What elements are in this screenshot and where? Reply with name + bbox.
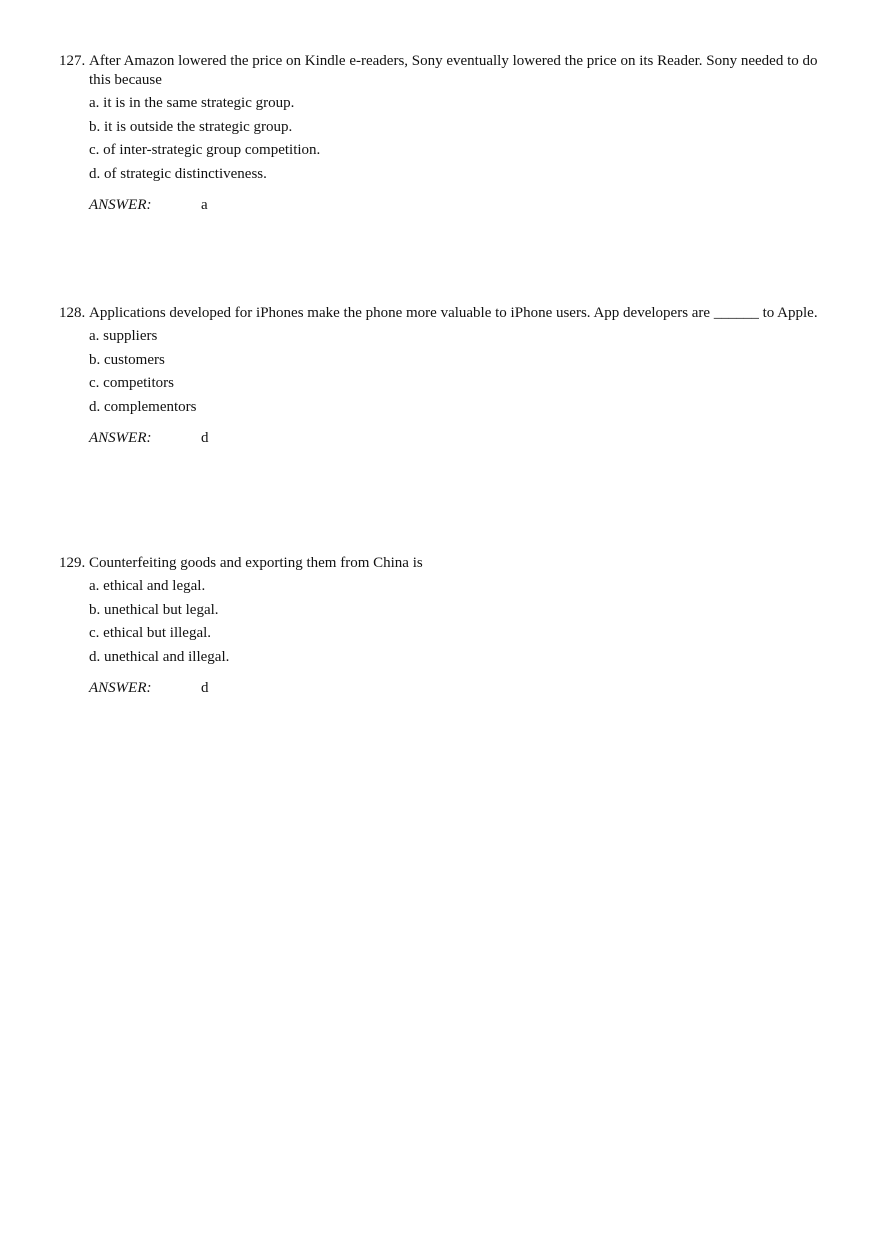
option-c: c. competitors xyxy=(89,375,174,391)
option-b: b. unethical but legal. xyxy=(89,601,219,618)
option-a: a. ethical and legal. xyxy=(89,578,206,594)
question-stem xyxy=(59,304,829,323)
question-128 xyxy=(59,304,829,448)
answer-label: ANSWER: xyxy=(89,197,152,213)
question-text: Counterfeiting goods and exporting them from China is xyxy=(89,555,423,571)
answer-line xyxy=(59,195,829,215)
answer-options xyxy=(59,325,829,419)
answer-options xyxy=(59,92,829,186)
answer-value: d xyxy=(201,430,209,446)
answer-value: d xyxy=(201,680,209,696)
answer-value: a xyxy=(201,197,208,213)
answer-options xyxy=(59,575,829,669)
answer-line xyxy=(59,678,829,698)
option-d: d. of strategic distinctiveness. xyxy=(89,165,267,182)
option-a: a. it is in the same strategic group. xyxy=(89,95,295,111)
question-number: 127. xyxy=(59,53,86,69)
answer-line xyxy=(59,428,829,448)
option-a: a. suppliers xyxy=(89,328,158,344)
option-c: c. of inter-strategic group competition. xyxy=(89,142,321,158)
option-c: c. ethical but illegal. xyxy=(89,625,212,641)
option-d: d. unethical and illegal. xyxy=(89,648,230,665)
question-stem xyxy=(59,52,829,90)
answer-label: ANSWER: xyxy=(89,430,152,446)
question-stem xyxy=(59,554,829,573)
question-127 xyxy=(59,52,829,215)
option-d: d. complementors xyxy=(89,398,197,415)
option-b: b. it is outside the strategic group. xyxy=(89,118,293,135)
question-text: After Amazon lowered the price on Kindle e-readers, Sony eventually lowered the price on its Reader. Sony needed to do this because xyxy=(89,53,818,88)
question-number: 129. xyxy=(59,555,86,571)
option-b: b. customers xyxy=(89,351,165,368)
answer-label: ANSWER: xyxy=(89,680,152,696)
question-number: 128. xyxy=(59,305,86,321)
question-text: Applications developed for iPhones make the phone more valuable to iPhone users. App developers are ______ to Apple. xyxy=(89,305,818,321)
question-129 xyxy=(59,554,829,698)
